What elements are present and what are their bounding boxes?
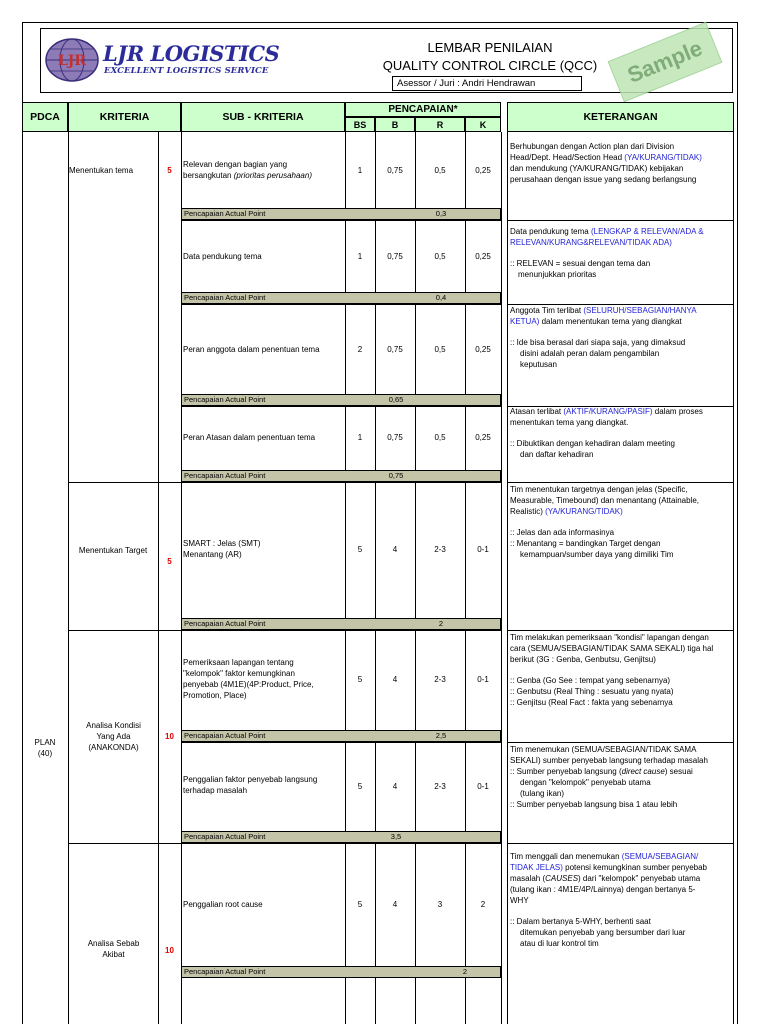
- keterangan-line: :: Menantang = bandingkan Target dengan: [510, 539, 661, 548]
- score-bs: 1: [357, 433, 363, 442]
- actual-point-label: Pencapaian Actual Point: [184, 293, 266, 302]
- keterangan-line: disini adalah peran dalam pengambilan: [520, 349, 660, 358]
- criteria-weight: 5: [167, 557, 172, 566]
- criteria-name: [69, 720, 158, 753]
- score-r: 2-3: [434, 675, 446, 684]
- keterangan-line: Tim menentukan targetnya dengan jelas (Specific,: [510, 485, 688, 494]
- keterangan-text: [510, 484, 732, 560]
- sub-criteria-line: Promotion, Place): [183, 691, 247, 700]
- score-k: 0,25: [475, 252, 491, 261]
- col-sub-kriteria: SUB - KRITERIA: [181, 102, 345, 132]
- keterangan-line: :: RELEVAN = sesuai dengan tema dan: [510, 259, 651, 268]
- score-b: 4: [392, 545, 398, 554]
- score-bs: 1: [357, 166, 363, 175]
- grid-line: [181, 630, 501, 631]
- keterangan-italic: direct cause: [621, 767, 665, 776]
- criteria-name-line: Yang Ada: [96, 732, 131, 741]
- score-b: 0,75: [387, 252, 403, 261]
- col-r: R: [415, 117, 465, 132]
- score-r: 0,5: [434, 345, 446, 354]
- score-k: 0,25: [475, 433, 491, 442]
- pdca-points: (40): [37, 749, 53, 758]
- keterangan-line: [510, 226, 732, 237]
- actual-point-label: Pencapaian Actual Point: [184, 471, 266, 480]
- keterangan-line: WHY: [510, 896, 529, 905]
- grid-line: [507, 742, 733, 743]
- keterangan-line: Tim melakukan pemeriksaan "kondisi" lapangan dengan: [510, 633, 709, 642]
- score-b: 0,75: [387, 433, 403, 442]
- grid-line: [181, 843, 501, 844]
- actual-point-value: 0,3: [435, 209, 447, 218]
- grid-line: [345, 132, 346, 1024]
- sub-criteria: Peran anggota dalam penentuan tema: [183, 345, 320, 354]
- actual-point-value: 0,75: [388, 471, 404, 480]
- keterangan-option: (SEMUA/SEBAGIAN/: [621, 852, 699, 861]
- score-r: 0,5: [434, 166, 446, 175]
- grid-line: [465, 132, 466, 1024]
- sub-criteria: [183, 538, 343, 560]
- sub-criteria-line: penyebab (4M1E)(4P:Product, Price,: [183, 680, 314, 689]
- sub-criteria: [183, 657, 343, 701]
- grid-line: [375, 132, 376, 1024]
- actual-point-row: [181, 208, 501, 220]
- sub-criteria-italic: (prioritas perusahaan): [233, 171, 312, 180]
- score-r: 2-3: [434, 782, 446, 791]
- sub-criteria: [183, 774, 343, 796]
- keterangan-line: (tulang ikan : 4M1E/4P/Lainnya) dengan bertanya 5-: [510, 885, 696, 894]
- sub-criteria: Data pendukung tema: [183, 252, 262, 261]
- criteria-name-line: Akibat: [102, 950, 125, 959]
- actual-point-row: [181, 470, 501, 482]
- keterangan-text: [510, 744, 732, 810]
- keterangan-span: Data pendukung tema: [510, 227, 591, 236]
- keterangan-line: :: Genbutsu (Real Thing : sesuatu yang nyata): [510, 687, 674, 696]
- keterangan-line: menentukan tema yang diangkat.: [510, 418, 629, 427]
- keterangan-option: (YA/KURANG/TIDAK): [545, 507, 623, 516]
- actual-point-label: Pencapaian Actual Point: [184, 832, 266, 841]
- criteria-weight: 10: [165, 732, 174, 741]
- sub-criteria: Penggalian root cause: [183, 900, 263, 909]
- actual-point-value: 2: [438, 619, 444, 628]
- score-r: 0,5: [434, 252, 446, 261]
- col-pdca: PDCA: [22, 102, 68, 132]
- keterangan-line: kemampuan/sumber daya yang dimiliki Tim: [520, 550, 674, 559]
- keterangan-line: berikut (3G : Genba, Genbutsu, Genjitsu): [510, 655, 656, 664]
- keterangan-option: (SELURUH/SEBAGIAN/HANYA: [583, 306, 697, 315]
- keterangan-line: [510, 873, 732, 884]
- keterangan-span: ) dari "kelompok" penyebab utama: [578, 874, 701, 883]
- grid-line: [733, 132, 734, 1024]
- keterangan-span: :: Sumber penyebab langsung (: [510, 767, 622, 776]
- globe-icon: [42, 36, 102, 84]
- score-k: 0,25: [475, 345, 491, 354]
- col-kriteria: KRITERIA: [68, 102, 181, 132]
- sample-stamp: Sample: [608, 22, 723, 103]
- actual-point-label: Pencapaian Actual Point: [184, 731, 266, 740]
- grid-line: [22, 132, 23, 1024]
- keterangan-line: [510, 305, 732, 316]
- actual-point-label: Pencapaian Actual Point: [184, 395, 266, 404]
- grid-line: [68, 482, 181, 483]
- sub-criteria: [183, 159, 343, 181]
- keterangan-line: [510, 766, 732, 777]
- score-b: 4: [392, 782, 398, 791]
- col-pencapaian: PENCAPAIAN*: [345, 102, 501, 117]
- keterangan-line: menunjukkan prioritas: [518, 270, 597, 279]
- keterangan-text: [510, 851, 732, 949]
- grid-line: [507, 132, 508, 1024]
- actual-point-row: [181, 831, 501, 843]
- keterangan-text: [510, 632, 732, 708]
- criteria-name-line: (ANAKONDA): [88, 743, 139, 752]
- criteria-weight: 10: [165, 946, 174, 955]
- keterangan-line: :: Ide bisa berasal dari siapa saja, yang dimaksud: [510, 338, 686, 347]
- col-keterangan: KETERANGAN: [507, 102, 734, 132]
- pdca-phase: PLAN: [34, 738, 56, 747]
- keterangan-line: :: Dibuktikan dengan kehadiran dalam meeting: [510, 439, 675, 448]
- score-k: 2: [480, 900, 486, 909]
- keterangan-line: Berhubungan dengan Action plan dari Division: [510, 142, 675, 151]
- sub-criteria-line: [183, 170, 343, 181]
- actual-point-label: Pencapaian Actual Point: [184, 619, 266, 628]
- keterangan-line: [510, 851, 732, 862]
- logo-text: LJR LOGISTICS: [103, 41, 280, 66]
- assessor-field: Asessor / Juri : Andri Hendrawan: [392, 76, 582, 91]
- keterangan-text: [510, 141, 732, 185]
- keterangan-line: dan mendukung (YA/KURANG/TIDAK) kebijakan: [510, 164, 684, 173]
- actual-point-row: [181, 292, 501, 304]
- grid-line: [501, 132, 502, 1024]
- score-b: 4: [392, 900, 398, 909]
- keterangan-text: [510, 406, 732, 460]
- score-bs: 5: [357, 545, 363, 554]
- actual-point-row: [181, 618, 501, 630]
- actual-point-value: 0,4: [435, 293, 447, 302]
- actual-point-value: 0,65: [388, 395, 404, 404]
- grid-line: [181, 482, 501, 483]
- keterangan-option: KETUA): [510, 317, 540, 326]
- criteria-name: Menentukan tema: [69, 166, 134, 175]
- score-bs: 2: [357, 345, 363, 354]
- score-bs: 1: [357, 252, 363, 261]
- sub-criteria-line: terhadap masalah: [183, 786, 248, 795]
- sub-criteria: Peran Atasan dalam penentuan tema: [183, 433, 316, 442]
- keterangan-line: keputusan: [520, 360, 557, 369]
- page-subtitle: QUALITY CONTROL CIRCLE (QCC): [382, 58, 598, 73]
- keterangan-option: TIDAK JELAS): [510, 863, 563, 872]
- keterangan-option: (AKTIF/KURANG/PASIF): [563, 407, 653, 416]
- grid-line: [181, 304, 501, 305]
- grid-line: [507, 220, 733, 221]
- sub-criteria-line: "kelompok" faktor kemungkinan: [183, 669, 295, 678]
- keterangan-span: ) sesuai: [664, 767, 693, 776]
- col-k: K: [465, 117, 501, 132]
- score-bs: 5: [357, 900, 363, 909]
- keterangan-line: dan daftar kehadiran: [520, 450, 594, 459]
- keterangan-option: RELEVAN/KURANG&RELEVAN/TIDAK ADA): [510, 238, 672, 247]
- score-k: 0-1: [477, 782, 489, 791]
- grid-line: [158, 132, 159, 1024]
- score-r: 0,5: [434, 433, 446, 442]
- criteria-name-line: Analisa Kondisi: [86, 721, 141, 730]
- actual-point-row: [181, 966, 501, 978]
- keterangan-line: [510, 316, 732, 327]
- score-b: 0,75: [387, 166, 403, 175]
- keterangan-option: (YA/KURANG/TIDAK): [624, 153, 702, 162]
- grid-line: [507, 843, 733, 844]
- criteria-name: [69, 938, 158, 960]
- score-bs: 5: [357, 675, 363, 684]
- grid-line: [507, 482, 733, 483]
- keterangan-option: (LENGKAP & RELEVAN/ADA &: [590, 227, 704, 236]
- keterangan-span: Head/Dept. Head/Section Head: [510, 153, 625, 162]
- keterangan-span: dalam menentukan tema yang diangkat: [539, 317, 682, 326]
- keterangan-line: [510, 406, 732, 417]
- keterangan-line: [510, 152, 732, 163]
- score-bs: 5: [357, 782, 363, 791]
- grid-line: [181, 220, 501, 221]
- score-b: 4: [392, 675, 398, 684]
- grid-line: [181, 742, 501, 743]
- keterangan-span: Tim menggali dan menemukan: [510, 852, 622, 861]
- sub-criteria-text: bersangkutan: [183, 171, 232, 180]
- keterangan-span: masalah (: [510, 874, 546, 883]
- score-r: 3: [437, 900, 443, 909]
- sub-criteria-line: Menantang (AR): [183, 550, 242, 559]
- keterangan-text: [510, 226, 732, 280]
- score-b: 0,75: [387, 345, 403, 354]
- grid-line: [181, 406, 501, 407]
- keterangan-line: ditemukan penyebab yang bersumber dari luar: [520, 928, 686, 937]
- keterangan-span: potensi kemungkinan sumber penyebab: [562, 863, 707, 872]
- col-bs: BS: [345, 117, 375, 132]
- actual-point-label: Pencapaian Actual Point: [184, 209, 266, 218]
- pdca-plan-label: [22, 737, 68, 759]
- keterangan-line: [510, 862, 732, 873]
- actual-point-row: [181, 730, 501, 742]
- score-k: 0-1: [477, 675, 489, 684]
- sub-criteria-line: SMART : Jelas (SMT): [183, 539, 261, 548]
- keterangan-line: SEKALI) sumber penyebab langsung terhadap masalah: [510, 756, 708, 765]
- logo-subtitle: EXCELLENT LOGISTICS SERVICE: [104, 66, 269, 76]
- actual-point-row: [181, 394, 501, 406]
- keterangan-span: Anggota Tim terlibat: [510, 306, 584, 315]
- keterangan-span: dalam proses: [652, 407, 703, 416]
- keterangan-line: :: Jelas dan ada informasinya: [510, 528, 615, 537]
- keterangan-line: Tim menemukan (SEMUA/SEBAGIAN/TIDAK SAMA: [510, 745, 697, 754]
- keterangan-span: Atasan terlibat: [510, 407, 564, 416]
- actual-point-label: Pencapaian Actual Point: [184, 967, 266, 976]
- keterangan-line: Measurable, Timebound) dan menantang (Attainable,: [510, 496, 700, 505]
- keterangan-text: [510, 305, 732, 370]
- keterangan-line: [510, 506, 732, 517]
- actual-point-value: 2,5: [435, 731, 447, 740]
- criteria-name: Menentukan Target: [78, 546, 148, 555]
- grid-line: [68, 630, 181, 631]
- keterangan-line: dengan "kelompok" penyebab utama: [520, 778, 651, 787]
- score-k: 0,25: [475, 166, 491, 175]
- grid-line: [181, 132, 182, 1024]
- keterangan-line: (tulang ikan): [520, 789, 565, 798]
- keterangan-line: :: Sumber penyebab langsung bisa 1 atau lebih: [510, 800, 678, 809]
- sub-criteria-line: Relevan dengan bagian yang: [183, 160, 288, 169]
- grid-line: [507, 630, 733, 631]
- criteria-name-line: Analisa Sebab: [87, 939, 140, 948]
- keterangan-line: atau di luar kontrol tim: [520, 939, 599, 948]
- grid-line: [415, 132, 416, 1024]
- criteria-weight: 5: [167, 166, 172, 175]
- grid-line: [68, 132, 69, 1024]
- keterangan-line: cara (SEMUA/SEBAGIAN/TIDAK SAMA SEKALI) tiga hal: [510, 644, 714, 653]
- keterangan-line: perusahaan dengan issue yang sedang berlangsung: [510, 175, 697, 184]
- keterangan-span: Realistic): [510, 507, 546, 516]
- score-k: 0-1: [477, 545, 489, 554]
- keterangan-line: :: Genba (Go See : tempat yang sebenarnya): [510, 676, 671, 685]
- keterangan-italic: CAUSES: [545, 874, 579, 883]
- sub-criteria-line: Penggalian faktor penyebab langsung: [183, 775, 318, 784]
- keterangan-line: :: Genjitsu (Real Fact : fakta yang sebenarnya: [510, 698, 673, 707]
- page-title: LEMBAR PENILAIAN: [427, 40, 553, 55]
- actual-point-value: 2: [462, 967, 468, 976]
- keterangan-line: :: Dalam bertanya 5-WHY, berhenti saat: [510, 917, 651, 926]
- grid-line: [68, 843, 181, 844]
- score-r: 2-3: [434, 545, 446, 554]
- sub-criteria-line: Pemeriksaan lapangan tentang: [183, 658, 294, 667]
- logo-mark: LJR: [57, 53, 87, 69]
- actual-point-value: 3,5: [390, 832, 402, 841]
- col-b: B: [375, 117, 415, 132]
